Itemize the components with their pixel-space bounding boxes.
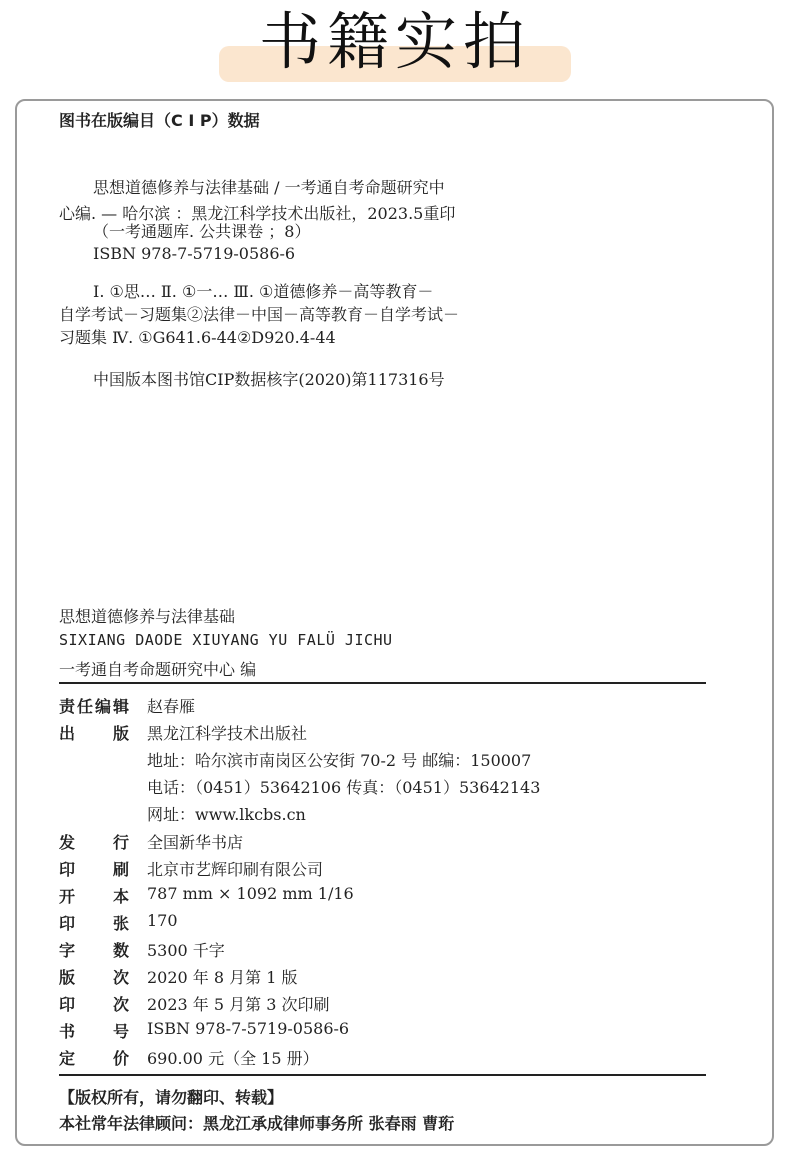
classification-line: Ⅰ. ①思… Ⅱ. ①一… Ⅲ. ①道德修养－高等教育－: [93, 282, 434, 301]
info-label: 印次: [59, 995, 129, 1015]
info-label: 发行: [59, 832, 129, 852]
info-value: 北京市艺辉印刷有限公司: [147, 859, 324, 879]
info-value: 网址：www.lkcbs.cn: [147, 805, 306, 825]
info-value: 赵春雁: [147, 697, 196, 716]
rights-notice: 【版权所有，请勿翻印、转载】: [59, 1088, 284, 1107]
cip-line: 心编. — 哈尔滨 ：黑龙江科学技术出版社，2023.5重印: [59, 204, 456, 223]
info-value: ISBN 978-7-5719-0586-6: [147, 1019, 350, 1039]
info-value: 电话：（0451）53642106 传真：（0451）53642143: [147, 778, 541, 798]
info-value: 2020 年 8 月第 1 版: [147, 968, 298, 987]
cip-record-number: 中国版本图书馆CIP数据核字(2020)第117316号: [93, 370, 445, 389]
info-row: [59, 830, 706, 854]
divider-top: [59, 682, 706, 684]
info-row: [59, 802, 706, 826]
cip-heading: 图书在版编目（C I P）数据: [59, 111, 260, 130]
info-row: [59, 965, 706, 989]
info-row: [59, 1046, 706, 1070]
cip-line: 思想道德修养与法律基础 / 一考通自考命题研究中: [93, 178, 445, 197]
isbn-line: ISBN 978-7-5719-0586-6: [93, 244, 296, 263]
info-label: 印张: [59, 913, 129, 933]
classification-line: 自学考试－习题集②法律－中国－高等教育－自学考试－: [59, 305, 460, 324]
info-value: 170: [147, 910, 178, 930]
info-label: 印刷: [59, 859, 129, 879]
book-pinyin-title: SIXIANG DAODE XIUYANG YU FALÜ JICHU: [59, 631, 393, 649]
info-row: [59, 1019, 706, 1043]
info-row: [59, 938, 706, 962]
info-label: 书号: [59, 1022, 129, 1042]
info-row: [59, 748, 706, 772]
info-label: 定价: [59, 1049, 129, 1069]
info-label: 责任编辑: [59, 697, 129, 716]
book-title: 思想道德修养与法律基础: [59, 607, 236, 626]
info-value: 2023 年 5 月第 3 次印刷: [147, 995, 330, 1015]
info-row: [59, 911, 706, 935]
info-label: 开本: [59, 886, 129, 906]
cip-line: （一考通题库. 公共课卷 ；8）: [93, 222, 311, 241]
copyright-page: [15, 99, 774, 1146]
info-row: [59, 857, 706, 881]
info-value: 黑龙江科学技术出版社: [147, 724, 308, 744]
info-value: 地址：哈尔滨市南岗区公安街 70-2 号 邮编：150007: [147, 751, 532, 771]
book-author: 一考通自考命题研究中心 编: [59, 660, 257, 679]
info-value: 787 mm × 1092 mm 1/16: [147, 883, 354, 903]
info-value: 5300 千字: [147, 940, 225, 960]
banner-title: 书籍实拍: [258, 5, 531, 78]
info-label: 字数: [59, 940, 129, 960]
info-row: [59, 775, 706, 799]
info-value: 690.00 元（全 15 册）: [147, 1049, 319, 1069]
info-label: 出版: [59, 724, 129, 744]
info-row: [59, 992, 706, 1016]
classification-line: 习题集 Ⅳ. ①G641.6-44②D920.4-44: [59, 328, 336, 347]
info-row: [59, 721, 706, 745]
info-row: [59, 884, 706, 908]
info-value: 全国新华书店: [147, 832, 244, 852]
info-label: 版次: [59, 968, 129, 987]
info-row: [59, 694, 706, 718]
divider-bottom: [59, 1074, 706, 1076]
legal-counsel: 本社常年法律顾问：黑龙江承成律师事务所 张春雨 曹珩: [59, 1114, 455, 1133]
